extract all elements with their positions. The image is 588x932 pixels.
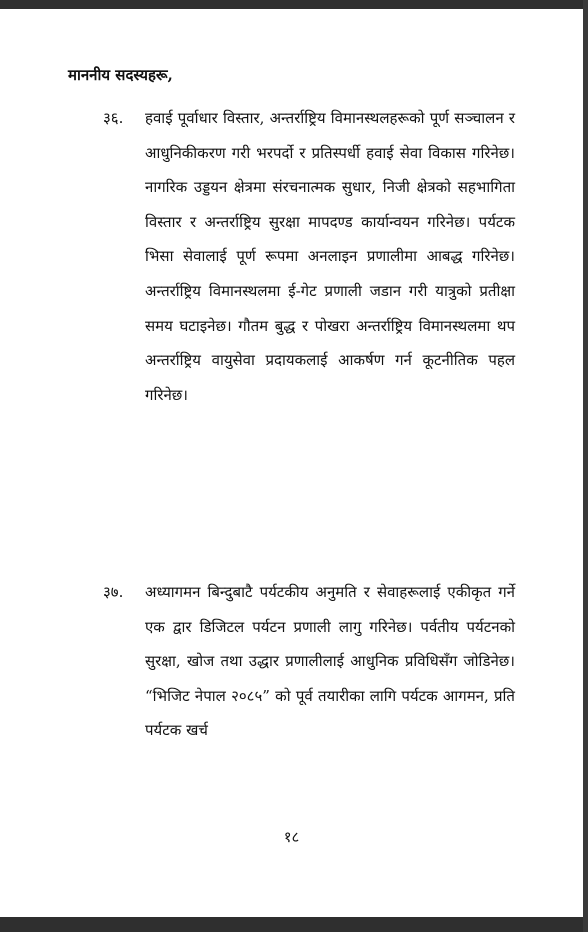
document-page [0, 9, 583, 917]
page-number: १८ [283, 828, 300, 846]
paragraph-text: हवाई पूर्वाधार विस्तार, अन्तर्राष्ट्रिय विमानस्थलहरूको पूर्ण सञ्चालन र आधुनिकीकरण गरी भरपर्दो र प्रतिस्पर्धी हवाई सेवा विकास गरिनेछ। नागरिक उड्डयन क्षेत्रमा संरचनात्मक सुधार, निजी क्षेत्रको सहभागिता विस्तार र अन्तर्राष्ट्रिय सुरक्षा मापदण्ड कार्यान्वयन गरिनेछ। पर्यटक भिसा सेवालाई पूर्ण रूपमा अनलाइन प्रणालीमा आबद्ध गरिनेछ। अन्तर्राष्ट्रिय विमानस्थलमा ई-गेट प्रणाली जडान गरी यात्रुको प्रतीक्षा समय घटाइनेछ। गौतम बुद्ध र पोखरा अन्तर्राष्ट्रिय विमानस्थलमा थप अन्तर्राष्ट्रिय वायुसेवा प्रदायकलाई आकर्षण गर्न कूटनीतिक पहल गरिनेछ। [145, 109, 515, 404]
paragraph-37 [103, 575, 515, 748]
page-edge-border [583, 0, 588, 932]
salutation: माननीय सदस्यहरू, [68, 66, 173, 84]
paragraph-number: ३६. [103, 109, 124, 127]
paragraph-text: अध्यागमन बिन्दुबाटै पर्यटकीय अनुमति र सेवाहरूलाई एकीकृत गर्ने एक द्वार डिजिटल पर्यटन प्रणाली लागु गरिनेछ। पर्वतीय पर्यटनको सुरक्षा, खोज तथा उद्धार प्रणालीलाई आधुनिक प्रविधिसँग जोडिनेछ। “भिजिट नेपाल २०८५” को पूर्व तयारीका लागि पर्यटक आगमन, प्रति पर्यटक खर्च [145, 583, 515, 740]
paragraph-36 [103, 101, 515, 412]
paragraph-number: ३७. [103, 583, 124, 601]
